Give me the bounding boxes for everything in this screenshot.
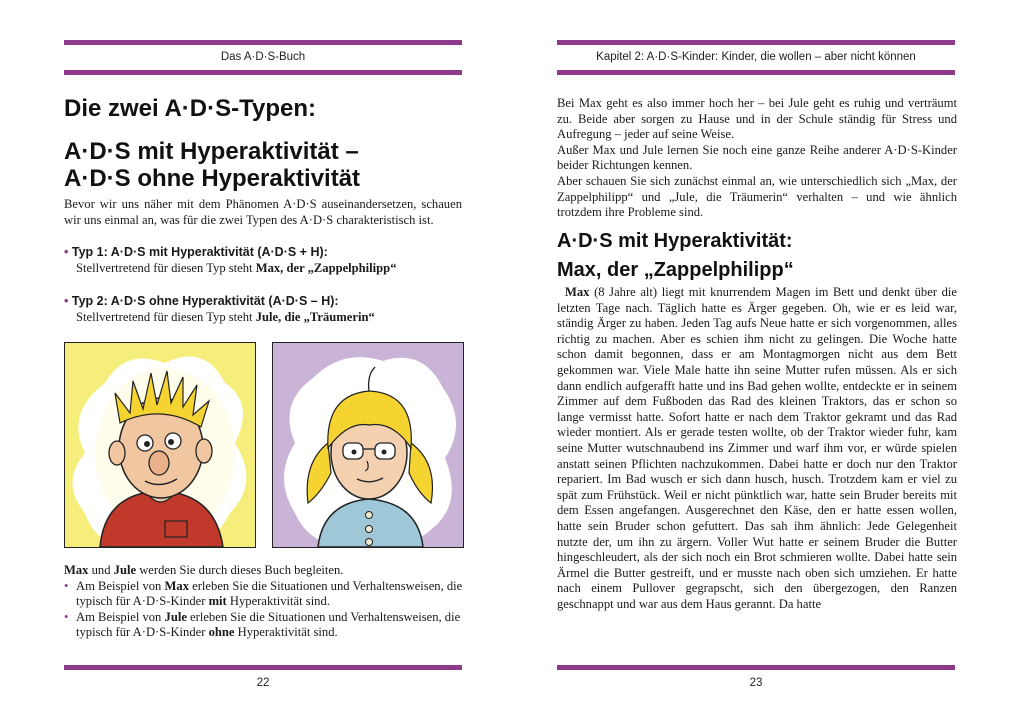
type-1-title — [64, 245, 464, 261]
bottom-intro — [64, 563, 464, 579]
section-subheading — [64, 138, 360, 192]
list-item-text: erleben Sie die Situationen und Verhaltensweisen, die typisch für A·D·S-Kinder — [76, 609, 461, 640]
header-rule-top — [557, 40, 955, 45]
max-cartoon-icon — [65, 343, 255, 547]
intro-text: Bevor wir uns näher mit dem Phänomen A·D·S auseinandersetzen, schauen wir uns einmal an, was für die zwei Typen des A·D·S charakteristisch ist. — [64, 197, 462, 227]
list-item-text: erleben Sie die Situationen und Verhaltensweisen, die typisch für A·D·S-Kinder — [76, 578, 463, 609]
type-2-block — [64, 294, 464, 325]
bullet-icon: • — [64, 245, 69, 259]
bottom-intro-rest: werden Sie durch dieses Buch begleiten. — [136, 563, 344, 577]
paragraph: Außer Max und Jule lernen Sie noch eine ganze Reihe anderer A·D·S-Kinder beider Richtungen kennen. — [557, 142, 957, 173]
bullet-icon: • — [64, 294, 69, 308]
jule-name: Jule — [113, 563, 137, 577]
right-page — [510, 0, 1020, 724]
type-1-name: Max, der „Zappelphilipp“ — [255, 260, 397, 275]
bottom-text — [64, 563, 464, 641]
type-1-block — [64, 245, 464, 276]
list-item — [64, 610, 464, 641]
section-heading: Die zwei A·D·S-Typen: — [64, 95, 317, 122]
list-item-name: Jule — [164, 609, 187, 624]
type-1-title-text: Typ 1: A·D·S mit Hyperaktivität (A·D·S + H): — [71, 245, 328, 259]
jule-illustration — [272, 342, 464, 548]
intro-paragraphs — [557, 96, 957, 221]
paragraph: Aber schauen Sie sich zunächst einmal an, wie unterschiedlich sich „Max, der Zappelphilipp“ und „Jule, die Träumerin“ verhalten – und wie ähnlich trotzdem ihre Probleme sind. — [557, 173, 957, 220]
running-head: Kapitel 2: A·D·S-Kinder: Kinder, die wollen – aber nicht können — [596, 51, 916, 63]
story-name: Max — [565, 285, 590, 299]
type-1-prefix: Stellvertretend für diesen Typ steht — [76, 260, 256, 275]
paragraph: Bei Max geht es also immer hoch her – bei Jule geht es ruhig und verträumt zu. Beide aber sorgen zu Hause und in der Schule ständig für Stress und Aufregung – jeder auf seine Weise. — [557, 96, 957, 142]
type-2-text — [64, 310, 464, 326]
intro-paragraph — [64, 197, 462, 228]
list-item-text: Am Beispiel von — [76, 578, 165, 593]
page-number: 22 — [256, 677, 270, 689]
type-2-title-text: Typ 2: A·D·S ohne Hyperaktivität (A·D·S – H): — [71, 294, 339, 308]
list-item — [64, 579, 464, 610]
subheading-line-2: A·D·S ohne Hyperaktivität — [64, 165, 361, 192]
list-item-emphasis: ohne — [208, 625, 235, 640]
subheading-line-1: A·D·S mit Hyperaktivität – — [64, 138, 359, 165]
running-head: Das A·D·S-Buch — [220, 51, 306, 63]
type-1-text — [64, 261, 464, 277]
jule-cartoon-icon — [273, 343, 463, 547]
list-item-name: Max — [164, 578, 189, 593]
section-subheading: Max, der „Zappelphilipp“ — [557, 259, 794, 281]
story-paragraph — [557, 285, 957, 612]
page-number: 23 — [749, 677, 763, 689]
story-text — [557, 285, 957, 612]
header-rule-top — [64, 40, 462, 45]
list-item-text: Hyperaktivität sind. — [226, 594, 330, 609]
footer-rule — [64, 665, 462, 670]
list-item-emphasis: mit — [208, 594, 227, 609]
type-2-prefix: Stellvertretend für diesen Typ steht — [76, 309, 256, 324]
section-heading: A·D·S mit Hyperaktivität: — [557, 230, 793, 252]
header-rule-bottom — [64, 70, 462, 75]
footer-rule — [557, 665, 955, 670]
type-2-name: Jule, die „Träumerin“ — [255, 309, 375, 324]
und-text: und — [88, 563, 114, 577]
bottom-list — [64, 579, 464, 641]
max-name: Max — [64, 563, 89, 577]
max-illustration — [64, 342, 256, 548]
list-item-text: Am Beispiel von — [76, 609, 165, 624]
story-body: (8 Jahre alt) liegt mit knurrendem Magen im Bett und denkt über die letzten Tage nach. Täglich hatte es Ärger gegeben. Oh, wie er es leid war, ständig Ärger zu haben. Jeden Tag aufs Neue hatte er sich vorgenommen, alles richtig zu machen. Aber es schien ihm nicht zu gelingen. Die Woche hatte schon damit begonnen, dass er am Montagmorgen nicht aus dem Bett gekommen war. Viele Male hatte ihn seine Mutter rufen müssen. Als er sich dann endlich aufgerafft hatte und ins Bad gehen wollte, entdeckte er in seinem Zimmer auf dem Fußboden das Rad des kleinen Traktors, das er schon so lange vermisst hatte. Sofort hatte er nach dem Traktor gekramt und das Rad wieder montiert. Als er gerade testen wollte, ob der Traktor wieder fuhr, kam seine Mutter wutschnaubend ins Zimmer und warf ihm vor, er würde spielen anstatt seinen Pflichten nachzukommen. Dabei hatte er doch nur den Traktor repariert. Im Bad wusch er sich dann husch, husch. Trotzdem kam er viel zu spät zum Frühstück. Weil er nicht pünktlich war, hatte sein Bruder bereits mit dem Essen angefangen. Ausgerechnet den Käse, den er hatte essen wollen, hatte sein Bruder schon gefuttert. Das sah ihm ähnlich: Jede Gelegenheit nutzte der, um ihn zu ärgern. Voller Wut hatte er seinem Bruder die Butter hingeschleudert, als der sich noch ein Brot schmieren wollte. Dabei hatte sein Ärmel die Butter gestreift, und er musste nach oben sich umziehen. Er hatte nach einem Pullover gegrapscht, sich den übergezogen, den Ranzen geschnappt und war aus dem Haus gerannt. Da hatte — [557, 285, 957, 611]
type-2-title — [64, 294, 464, 310]
header-rule-bottom — [557, 70, 955, 75]
list-item-text: Hyperaktivität sind. — [234, 625, 338, 640]
